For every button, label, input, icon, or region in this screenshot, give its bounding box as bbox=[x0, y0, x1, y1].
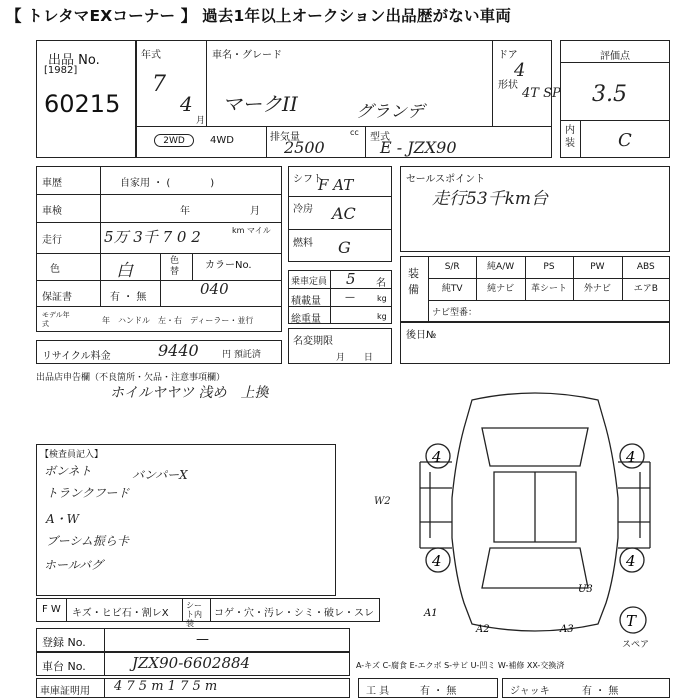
seat-value: コゲ・穴・汚レ・シミ・破レ・スレ bbox=[214, 608, 374, 619]
score-value: 3.5 bbox=[592, 82, 627, 107]
month-value: 4 bbox=[180, 92, 193, 116]
seller-notes-value: ホイルヤヤツ 浅め 上換 bbox=[110, 385, 269, 401]
mark-w2: W2 bbox=[374, 496, 391, 507]
jack-value: 有 ・ 無 bbox=[582, 686, 619, 697]
model-label: 型式 bbox=[370, 132, 390, 143]
fw-label: F W bbox=[42, 604, 61, 615]
equipment-row1-item: PW bbox=[590, 262, 605, 272]
inspector-label: 【検査員記入】 bbox=[40, 450, 104, 460]
color-no-value: 040 bbox=[200, 280, 229, 298]
model-value: E - JZX90 bbox=[380, 138, 457, 157]
tire-br: 4 bbox=[626, 552, 636, 570]
recycle-value: 9440 bbox=[158, 341, 199, 360]
seat-label: シート内装 bbox=[186, 601, 202, 628]
fuel-value: G bbox=[338, 238, 351, 257]
shift-label: シフト bbox=[293, 174, 323, 185]
header-title: 【 トレタマEXコーナー 】 過去1年以上オークション出品歴がない車両 bbox=[6, 7, 512, 25]
year-value: 7 bbox=[152, 72, 166, 97]
name-value: マークII bbox=[222, 92, 298, 116]
cert-label: 車庫証明用 bbox=[40, 686, 90, 697]
car-diagram bbox=[400, 388, 670, 638]
lot-number: 60215 bbox=[44, 90, 121, 118]
seller-notes-label: 出品店申告欄（不良箇所・欠品・注意事項欄） bbox=[36, 373, 226, 383]
displacement-label: 排気量 bbox=[270, 132, 300, 143]
capacity-unit: 名 bbox=[376, 278, 386, 289]
history-value: 自家用 ・ ( ) bbox=[120, 178, 215, 189]
month-unit: 月 bbox=[196, 116, 206, 126]
load-unit: kg bbox=[377, 294, 387, 303]
drive-4wd: 4WD bbox=[210, 135, 234, 146]
jack-label: ジャッキ bbox=[510, 686, 550, 697]
capacity-value: 5 bbox=[346, 270, 356, 288]
spare-label: スペア bbox=[622, 640, 650, 650]
history-box bbox=[36, 166, 282, 332]
color-swap: 色替 bbox=[170, 256, 180, 277]
inspection-year: 年 bbox=[180, 206, 190, 217]
lot-label: 出品 No. bbox=[48, 53, 100, 68]
tool-value: 有 ・ 無 bbox=[420, 686, 457, 697]
recycle-unit: 円 預託済 bbox=[222, 350, 261, 360]
spare-letter: T bbox=[626, 612, 637, 630]
inspector-line-4: ブーシム振ら卡 bbox=[46, 534, 129, 548]
reg-value: — bbox=[196, 632, 209, 647]
fuel-label: 燃料 bbox=[293, 238, 313, 249]
mark-a1: A1 bbox=[424, 608, 438, 619]
score-label: 評価点 bbox=[600, 51, 630, 62]
sales-label: セールスポイント bbox=[406, 174, 486, 185]
inspector-line-3: A・W bbox=[46, 512, 80, 526]
mileage-value: 5万 3千 7 0 2 bbox=[104, 228, 201, 246]
retrofit-box bbox=[400, 322, 670, 364]
model-year-fields: 年 ハンドル 左・右 ディーラー・並行 bbox=[102, 316, 254, 325]
drive-2wd: 2WD bbox=[154, 134, 194, 147]
equipment-row2-item: 純TV bbox=[441, 284, 463, 294]
door-value: 4 bbox=[514, 60, 526, 81]
navi-label: ナビ型番： bbox=[432, 308, 478, 318]
warranty-value: 有 ・ 無 bbox=[110, 292, 147, 303]
ac-value: AC bbox=[332, 204, 356, 223]
recycle-label: リサイクル料金 bbox=[42, 351, 111, 362]
mileage-label: 走行 bbox=[42, 235, 62, 246]
mark-a3: A3 bbox=[560, 624, 574, 635]
equipment-row2-item: 純ナビ bbox=[487, 284, 515, 294]
year-label: 年式 bbox=[141, 50, 161, 61]
tire-bl: 4 bbox=[432, 552, 442, 570]
displacement-value: 2500 bbox=[284, 138, 325, 157]
mark-u3: U3 bbox=[578, 584, 593, 595]
lot-sub: [1982] bbox=[44, 65, 78, 76]
name-label: 車名・グレード bbox=[212, 50, 282, 61]
tool-label: 工 具 bbox=[366, 686, 390, 697]
tire-tr: 4 bbox=[626, 448, 636, 466]
chassis-label: 車台 No. bbox=[42, 660, 86, 673]
equipment-row2-item: 外ナビ bbox=[583, 284, 611, 294]
shape-label: 形状 bbox=[498, 80, 518, 91]
inspector-side: バンパーX bbox=[132, 468, 188, 482]
tire-tl: 4 bbox=[432, 448, 442, 466]
equipment-row1-item: ABS bbox=[636, 262, 655, 272]
equipment-row1-item: S/R bbox=[444, 262, 460, 272]
mileage-unit: km マイル bbox=[232, 226, 271, 235]
name-change-label: 名変期限 bbox=[293, 336, 333, 347]
interior-value: C bbox=[618, 130, 632, 151]
color-no-label: カラーNo. bbox=[205, 260, 252, 271]
vehicle-box bbox=[136, 40, 552, 158]
sales-value: 走行53千km台 bbox=[432, 189, 549, 209]
fw-value: キズ・ヒビ石・割レX bbox=[72, 608, 169, 619]
equipment-row1-item: PS bbox=[543, 262, 555, 272]
color-value: 白 bbox=[116, 261, 133, 281]
history-label: 車歴 bbox=[42, 178, 62, 189]
retrofit-label: 後日№ bbox=[406, 330, 437, 341]
equipment-row1-item: 純A/W bbox=[487, 262, 515, 272]
model-year-label: モデル年式 bbox=[42, 311, 70, 328]
shift-value: F AT bbox=[318, 176, 354, 194]
mark-a2: A2 bbox=[476, 624, 490, 635]
warranty-label: 保証書 bbox=[42, 292, 72, 303]
grade-value: グランデ bbox=[356, 102, 424, 122]
capacity-label: 乗車定員 bbox=[291, 277, 328, 287]
equipment-row2-item: エアB bbox=[633, 284, 658, 294]
name-change-unit: 月 日 bbox=[336, 353, 373, 363]
inspector-line-5: ホールバグ bbox=[44, 558, 103, 572]
shape-value: 4T SP bbox=[522, 86, 561, 101]
load-label: 積載量 bbox=[291, 296, 321, 307]
equipment-row2-item: 革シート bbox=[530, 284, 567, 294]
inspector-line-2: トランクフード bbox=[46, 486, 130, 500]
load-value: — bbox=[345, 292, 355, 303]
ac-label: 冷房 bbox=[293, 204, 313, 215]
reg-label: 登録 No. bbox=[42, 636, 86, 649]
displacement-unit: cc bbox=[350, 128, 359, 137]
gross-unit: kg bbox=[377, 312, 387, 321]
cert-value: 4 7 5 m 1 7 5 m bbox=[114, 679, 218, 694]
interior-label: 内装 bbox=[565, 125, 575, 149]
gross-label: 総重量 bbox=[291, 314, 321, 325]
legend: A-キズ C-腐食 E-エクボ S-サビ U-凹ミ W-補修 XX-交換済 bbox=[356, 661, 565, 670]
chassis-value: JZX90-6602884 bbox=[132, 654, 251, 672]
inspection-label: 車検 bbox=[42, 206, 62, 217]
color-label: 色 bbox=[50, 264, 60, 275]
inspector-line-1: ボンネト bbox=[44, 464, 92, 478]
door-label: ドア bbox=[498, 50, 518, 61]
equipment-label: 装備 bbox=[408, 267, 419, 296]
inspection-month: 月 bbox=[250, 206, 260, 217]
